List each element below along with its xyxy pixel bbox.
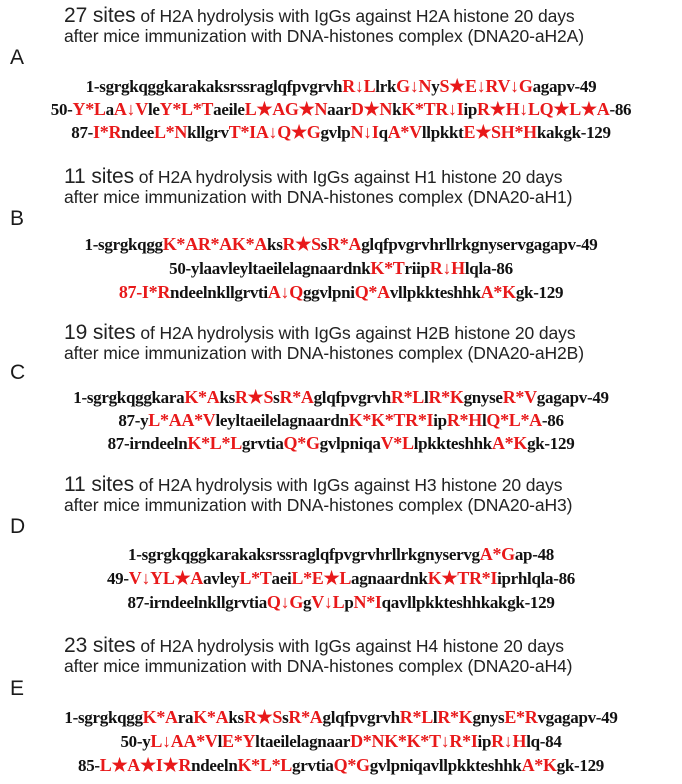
- sequence-residues: glqfpvgrvh: [313, 388, 391, 407]
- sequence-residues: 50-: [50, 100, 73, 119]
- cleavage-site: E★SH*H: [463, 122, 537, 142]
- cleavage-site: L★A★I★R: [99, 755, 192, 775]
- sequence-residues: lpkkteshhk: [413, 434, 492, 453]
- sequence-residues: gvlp: [320, 123, 351, 142]
- cleavage-site: R★H↓LQ★L★A: [477, 99, 610, 119]
- cleavage-site: Q*A: [354, 282, 390, 302]
- panel-title: 23 sites of H2A hydrolysis with IgGs against H4 histone 20 days after mice immunization with DNA-histones complex (DNA20-aH4): [64, 634, 573, 676]
- sequence-residues: gagapv-49: [536, 388, 609, 407]
- sequence-residues: 1-sgrgkqggkarakaksrssraglqfpvgrvhrllrkgnyservg: [128, 545, 480, 564]
- panel-letter: E: [10, 677, 25, 700]
- sequence-line: [0, 98, 682, 121]
- cleavage-site: R*L: [399, 707, 433, 727]
- panel-letter: B: [10, 207, 25, 230]
- sequence-line: [0, 281, 682, 304]
- cleavage-site: D★N: [350, 99, 393, 119]
- sequence-residues: s: [282, 708, 289, 727]
- cleavage-site: K*TR↓I: [401, 99, 464, 119]
- cleavage-site: D*NK*K*T↓R*I: [350, 731, 478, 751]
- sequence-line: [0, 567, 682, 590]
- cleavage-site: R★S: [243, 707, 283, 727]
- sequence-residues: grvtia: [292, 756, 334, 775]
- cleavage-site: A*V: [387, 122, 422, 142]
- sequence-residues: ndeeln: [191, 756, 238, 775]
- sequence-line: [0, 432, 682, 455]
- cleavage-site: K*L*L: [187, 433, 242, 453]
- cleavage-site: R★S: [282, 234, 321, 254]
- sequence-residues: k: [392, 100, 402, 119]
- sequence-residues: 85-: [78, 756, 100, 775]
- cleavage-site: R↓H: [429, 258, 465, 278]
- site-count: 19 sites: [64, 321, 136, 344]
- cleavage-site: R*K: [428, 387, 464, 407]
- cleavage-site: L*N: [153, 122, 188, 142]
- cleavage-site: K*A: [142, 707, 178, 727]
- sequence-residues: g: [303, 593, 312, 612]
- sequence-line: [0, 591, 682, 614]
- cleavage-site: Y*L: [72, 99, 106, 119]
- sequence-line: [0, 706, 682, 729]
- sequence-line: [0, 257, 682, 280]
- cleavage-site: T*IA↓Q★G: [228, 122, 321, 142]
- cleavage-site: E*R: [504, 707, 538, 727]
- panel-d: [0, 460, 682, 620]
- cleavage-site: L*E★L: [291, 568, 352, 588]
- sequence-residues: grvtia: [241, 434, 284, 453]
- sequence-residues: l: [424, 388, 429, 407]
- sequence-residues: gk-129: [556, 756, 604, 775]
- sequence-residues: 87-y: [118, 411, 149, 430]
- cleavage-site: L↓AA*V: [150, 731, 218, 751]
- cleavage-site: R*A: [327, 234, 362, 254]
- cleavage-site: L★AG★N: [244, 99, 328, 119]
- sequence-residues: gnys: [472, 708, 505, 727]
- cleavage-site: G↓N: [396, 76, 432, 96]
- cleavage-site: K*A: [193, 707, 229, 727]
- sequence-residues: iprhlqla-86: [497, 569, 576, 588]
- panel-title: 27 sites of H2A hydrolysis with IgGs against H2A histone 20 days after mice immunization with DNA-histones complex (DNA20-aH2A): [64, 4, 584, 46]
- sequence-residues: ndeelnkllgrvti: [170, 283, 268, 302]
- sequence-residues: ip: [433, 411, 447, 430]
- cleavage-site: R*A: [279, 387, 314, 407]
- sequence-residues: 1-sgrgkqgg: [64, 708, 143, 727]
- sequence-residues: 1-sgrgkqgg: [84, 235, 163, 254]
- cleavage-site: V↓YL★A: [128, 568, 204, 588]
- sequence-residues: agnaardnk: [351, 569, 428, 588]
- sequence-residues: glqfpvgrvhrllrkgnyservgagapv-49: [361, 235, 598, 254]
- sequence-residues: lq-84: [526, 732, 562, 751]
- cleavage-site: V↓L: [311, 592, 345, 612]
- cleavage-site: L*AA*V: [148, 410, 216, 430]
- cleavage-site: R↓L: [342, 76, 376, 96]
- sequence-residues: s: [273, 388, 280, 407]
- panel-a: [0, 0, 682, 150]
- cleavage-site: R★S: [234, 387, 274, 407]
- sequence-residues: agapv-49: [532, 77, 597, 96]
- sequence-residues: ks: [228, 708, 244, 727]
- cleavage-site: A*K: [521, 755, 557, 775]
- cleavage-site: R*K: [437, 707, 473, 727]
- cleavage-site: A↓V: [113, 99, 148, 119]
- sequence-residues: glqfpvgrvh: [322, 708, 400, 727]
- cleavage-site: R*V: [502, 387, 537, 407]
- cleavage-site: S★E↓RV↓G: [439, 76, 533, 96]
- sequence-residues: vgagapv-49: [537, 708, 618, 727]
- sequence-residues: p: [344, 593, 354, 612]
- cleavage-site: K*K*TR*I: [348, 410, 434, 430]
- sequence-residues: lrk: [375, 77, 397, 96]
- sequence-residues: ra: [177, 708, 194, 727]
- sequence-residues: 1-sgrgkqggkara: [73, 388, 185, 407]
- cleavage-site: A↓Q: [267, 282, 303, 302]
- panel-letter: C: [10, 361, 26, 384]
- sequence-residues: llpkkt: [421, 123, 464, 142]
- sequence-line: [0, 386, 682, 409]
- sequence-residues: l: [481, 411, 487, 430]
- sequence-residues: ks: [267, 235, 283, 254]
- sequence-residues: 50-y: [120, 732, 151, 751]
- sequence-residues: ip: [477, 732, 492, 751]
- site-count: 27 sites: [64, 4, 136, 27]
- sequence-residues: y: [431, 77, 440, 96]
- sequence-residues: l: [432, 708, 438, 727]
- cleavage-site: E*Y: [222, 731, 256, 751]
- panel-title: 11 sites of H2A hydrolysis with IgGs against H3 histone 20 days after mice immunization with DNA-histones complex (DNA20-aH3): [64, 473, 573, 515]
- sequence-residues: riip: [404, 259, 430, 278]
- sequence-residues: a: [105, 100, 114, 119]
- sequence-residues: ap-48: [514, 545, 554, 564]
- sequence-residues: aar: [327, 100, 351, 119]
- cleavage-site: R*H: [446, 410, 482, 430]
- sequence-residues: gnyse: [463, 388, 503, 407]
- sequence-residues: kllgrv: [187, 123, 229, 142]
- sequence-residues: gk-129: [515, 283, 564, 302]
- cleavage-site: Q*G: [283, 433, 320, 453]
- sequence-residues: le: [147, 100, 160, 119]
- sequence-residues: ks: [219, 388, 235, 407]
- sequence-residues: ggvlpni: [302, 283, 355, 302]
- cleavage-site: R*L: [390, 387, 425, 407]
- cleavage-site: A*K: [491, 433, 528, 453]
- sequence-residues: ndee: [121, 123, 154, 142]
- cleavage-site: K★TR*I: [427, 568, 498, 588]
- sequence-residues: leyltaeilelagnaardn: [215, 411, 349, 430]
- sequence-line: [0, 754, 682, 777]
- sequence-residues: qavllpkkteshhkakgk-129: [381, 593, 555, 612]
- sequence-residues: -86: [609, 100, 632, 119]
- sequence-line: [0, 233, 682, 256]
- panel-b: [0, 150, 682, 310]
- cleavage-site: L*T: [239, 568, 272, 588]
- sequence-line: [0, 543, 682, 566]
- cleavage-site: K*T: [370, 258, 405, 278]
- cleavage-site: A*G: [479, 544, 515, 564]
- sequence-residues: vllpkkteshhk: [389, 283, 481, 302]
- sequence-residues: -86: [541, 411, 564, 430]
- site-count: 11 sites: [64, 473, 135, 496]
- sequence-residues: aei: [271, 569, 292, 588]
- sequence-residues: ltaeilelagnaar: [255, 732, 351, 751]
- panel-title: 19 sites of H2A hydrolysis with IgGs against H2B histone 20 days after mice immunization with DNA-histones complex (DNA20-aH2B): [64, 321, 584, 363]
- sequence-residues: 50-ylaavleyltaeilelagnaardnk: [169, 259, 371, 278]
- sequence-line: [0, 121, 682, 144]
- panel-letter: D: [10, 515, 26, 538]
- cleavage-site: Q↓G: [266, 592, 304, 612]
- sequence-residues: 87-irndeelnkllgrvtia: [127, 593, 267, 612]
- cleavage-site: Q*L*A: [486, 410, 542, 430]
- cleavage-site: I*R: [93, 122, 122, 142]
- sequence-residues: ip: [463, 100, 478, 119]
- sequence-residues: 1-sgrgkqggkarakaksrssraglqfpvgrvh: [85, 77, 343, 96]
- cleavage-site: R*A: [288, 707, 323, 727]
- cleavage-site: N↓I: [350, 122, 379, 142]
- sequence-residues: aeile: [213, 100, 245, 119]
- sequence-residues: gk-129: [527, 434, 575, 453]
- cleavage-site: N*I: [353, 592, 382, 612]
- sequence-residues: 87-: [71, 123, 94, 142]
- sequence-line: [0, 730, 682, 753]
- sequence-residues: q: [378, 123, 388, 142]
- sequence-residues: s: [320, 235, 328, 254]
- sequence-residues: gvlpniqa: [319, 434, 381, 453]
- panel-c: [0, 310, 682, 460]
- panel-letter: A: [10, 46, 25, 69]
- sequence-residues: lqla-86: [464, 259, 513, 278]
- sequence-residues: avley: [203, 569, 240, 588]
- sequence-residues: kakgk-129: [536, 123, 611, 142]
- site-count: 11 sites: [64, 165, 135, 188]
- sequence-residues: l: [217, 732, 223, 751]
- sequence-residues: 49-: [106, 569, 129, 588]
- sequence-line: [0, 409, 682, 432]
- cleavage-site: V*L: [380, 433, 414, 453]
- cleavage-site: 87-I*R: [118, 282, 171, 302]
- cleavage-site: A*K: [480, 282, 516, 302]
- sequence-residues: gvlpniqavllpkkteshhk: [369, 756, 522, 775]
- cleavage-site: Y*L*T: [159, 99, 214, 119]
- panel-title: 11 sites of H2A hydrolysis with IgGs against H1 histone 20 days after mice immunization with DNA-histones complex (DNA20-aH1): [64, 165, 573, 207]
- cleavage-site: K*AR*AK*A: [162, 234, 268, 254]
- cleavage-site: K*A: [184, 387, 220, 407]
- panel-e: [0, 620, 682, 784]
- sequence-line: [0, 75, 682, 98]
- site-count: 23 sites: [64, 634, 136, 657]
- cleavage-site: R↓H: [491, 731, 527, 751]
- sequence-residues: 87-irndeeln: [107, 434, 188, 453]
- cleavage-site: K*L*L: [237, 755, 292, 775]
- cleavage-site: Q*G: [333, 755, 370, 775]
